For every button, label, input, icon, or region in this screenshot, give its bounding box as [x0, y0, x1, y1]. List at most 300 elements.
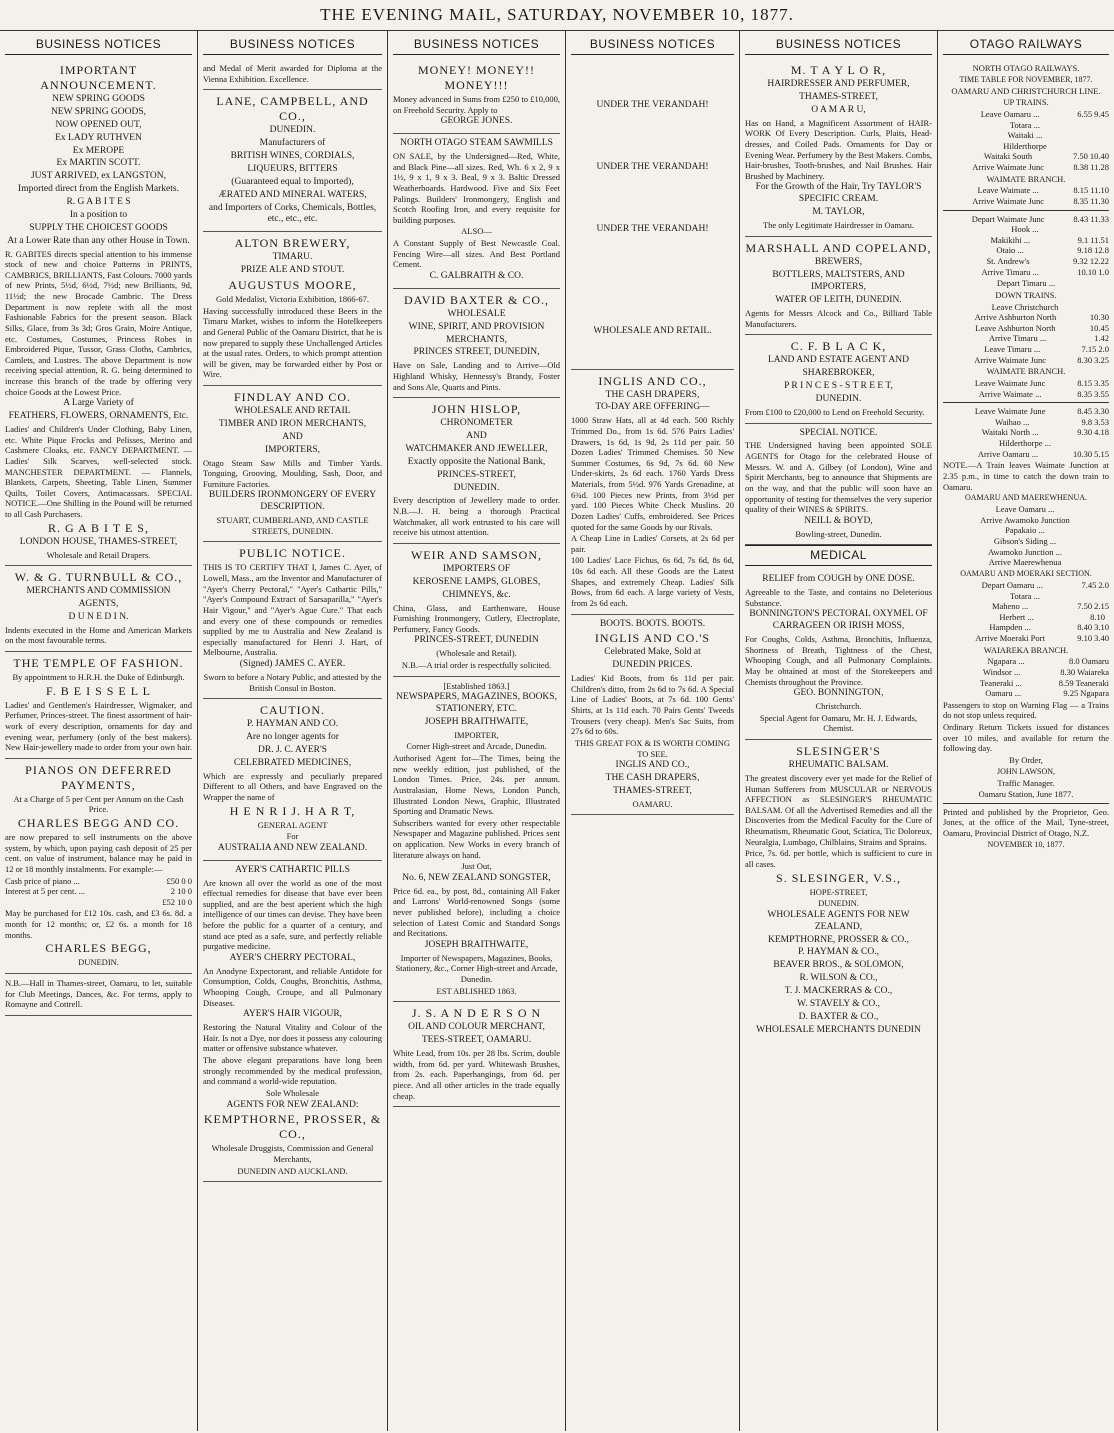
ad-line: WATER OF LEITH, DUNEDIN.	[775, 295, 902, 306]
agent-line: D. BAXTER & CO.,	[798, 1011, 879, 1022]
advert-turnbull	[5, 566, 192, 652]
timetable-cell: Waihao ...	[995, 416, 1030, 427]
timetable-cell: 9.8	[1081, 416, 1093, 427]
ad-established: EST ABLISHED 1863.	[436, 985, 517, 996]
column-header: BUSINESS NOTICES	[745, 37, 932, 55]
advert-marshall	[745, 237, 932, 336]
ad-title: NEWSPAPERS, MAGAZINES, BOOKS, STATIONERY, ETC.	[396, 692, 557, 714]
ad-address: LONDON HOUSE, THAMES-STREET,	[19, 536, 178, 547]
ad-body: Ladies' Kid Boots, from 6s 11d per pair. Children's ditto, from 2s 6d to 7s 6d. A Special Line of Ladies' Boots, at 7s 6d. 100 Gents' Shirts, at 1s 11d each. 70 Pairs Gents' Tweeds Trousers (very cheap). Men's Sac Suits, from 27s 6d to 60s.	[571, 673, 734, 737]
ad-line: BREWERS,	[814, 256, 863, 267]
ad-line: THAMES-STREET,	[799, 91, 878, 102]
ad-title: W. & G. TURNBULL & CO.,	[14, 570, 183, 585]
verandah-line: UNDER THE VERANDAH!	[596, 100, 709, 110]
timetable-row	[943, 557, 1109, 568]
timetable-cell: 7.50	[1073, 151, 1088, 162]
ad-name: AUGUSTUS MOORE,	[228, 278, 357, 292]
timetable-row	[943, 504, 1109, 515]
ad-body: Are known all over the world as one of the most effectual remedies for disease that have ever been supplied, and are the best aperient which the high intelligence of our times can devise. They have been before the public for a quarter of a century, and stand ace pted as a safe, sure, and perfectly reliable purgative medicine.	[203, 877, 382, 952]
ad-line: At a Lower Rate than any other House in Town.	[7, 235, 190, 246]
ad-subtitle: The only Legitimate Hairdresser in Oamaru.	[762, 220, 915, 230]
timetable-row	[943, 312, 1109, 323]
agent-line: BEAVER BROS., & SOLOMON,	[773, 960, 904, 971]
timetable-cell: Waitaki North ...	[981, 427, 1039, 438]
timetable-row	[943, 214, 1109, 225]
timetable-cell: Leave Waimate ...	[977, 185, 1039, 196]
agent-line: KEMPTHORNE, PROSSER & CO.,	[768, 934, 909, 945]
verandah-line: WHOLESALE AND RETAIL.	[593, 325, 712, 336]
ad-line: Ex LADY RUTHVEN	[55, 132, 142, 143]
ad-sign: GEORGE JONES.	[440, 116, 513, 127]
timetable-line: OAMARU AND CHRISTCHURCH LINE.	[951, 85, 1101, 96]
ad-subtitle: THE CASH DRAPERS,	[605, 773, 700, 783]
timetable-cell: Waiareka	[1077, 666, 1109, 677]
timetable-cell: 8.45	[1077, 406, 1093, 417]
ad-title: FINDLAY AND CO.	[233, 390, 352, 404]
ad-body: Ladies' and Children's Under Clothing, Baby Linen, etc. White Pique Frocks and Pelisses, Merino and Cashmere Cloaks, etc. FANCY DEPARTMENT. — Ladies' Silk Scarves, well-selected stock. MANCHESTER DEPARTMENT. — Flannels, Blankets, Carpets, Sheeting, Table Linen, Summer Quilts, Toilet Covers, Antimacassars. SPECIAL NOTICE.—One Shilling in the Pound will be returned to all Cash Purchasers.	[5, 424, 192, 519]
timetable-cell: Arrive Timaru ...	[981, 266, 1039, 277]
timetable-sign: JOHN LAWSON,	[996, 766, 1056, 776]
ad-sign: R. G A B I T E S,	[48, 520, 149, 535]
timetable-cell: Otaio ...	[996, 245, 1024, 256]
ad-just-out: Just Out,	[461, 861, 492, 872]
timetable-cell: Leave Ashburton North	[975, 322, 1056, 333]
ad-line: TIMARU.	[272, 252, 313, 263]
timetable-direction: UP TRAINS.	[1003, 97, 1049, 108]
timetable-row	[943, 344, 1109, 355]
timetable-row	[943, 378, 1109, 389]
timetable-row	[943, 515, 1109, 526]
ad-line: AND	[282, 431, 303, 442]
ad-subtitle: RHEUMATIC BALSAM.	[788, 760, 889, 770]
advert-money	[393, 59, 560, 134]
timetable-cell: 9.18	[1077, 245, 1093, 256]
ad-body: THIS IS TO CERTIFY THAT I, James C. Ayer, of Lowell, Mass., am the Inventor and Manufacturer of "Ayer's Cherry Pectoral," "Ayer's Cathartic Pills," "Ayer's Compound Extract of Sarsaparilla," "Ayer's Hair Vigour," and "Ayer's Ague Cure." That each and every one of these compounds or remedies supplied by me to Australia and New Zealand is especially manufactured for Henri J. Hart, of Melbourne, Australia.	[203, 562, 382, 658]
timetable-cell: Leave Waimate Junc	[974, 377, 1046, 388]
ad-body: China, Glass, and Earthenware, House Furnishing Ironmongery, Cutlery, Electroplate, Perfumery, Fancy Goods.	[393, 602, 560, 634]
ad-subtitle: At a Charge of 5 per Cent per Annum on the Cash Price.	[13, 793, 184, 815]
ad-for: For	[286, 831, 299, 842]
ad-line: A Large Variety of	[63, 398, 134, 409]
ad-line: LAND AND ESTATE AGENT AND	[767, 355, 910, 366]
imprint: Printed and published by the Proprietor, Geo. Jones, at the office of the Mail, Tyne-street, Oamaru, Provincial District of Otago, N.Z.	[943, 806, 1109, 838]
ad-sign: C. GALBRAITH & CO.	[429, 270, 524, 281]
ad-line: NEW SPRING GOODS,	[50, 106, 147, 117]
ad-line: Are no longer agents for	[246, 732, 339, 742]
timetable-cell: 2.0	[1098, 579, 1109, 590]
ad-sole: Sole Wholesale	[266, 1087, 319, 1098]
ad-line: PRINCES STREET, DUNEDIN,	[413, 347, 540, 358]
timetable-note: Ordinary Return Tickets issued for distances over 10 miles, and available for return the following day.	[943, 722, 1109, 754]
masthead: THE EVENING MAIL, SATURDAY, NOVEMBER 10, 1877.	[0, 0, 1114, 31]
ad-line: Imported direct from the English Markets.	[18, 184, 179, 195]
advert-ayers-pills	[203, 861, 382, 1183]
timetable-cell: 10.40	[1089, 151, 1109, 162]
ad-body: 1000 Straw Hats, all at 4d each. 500 Richly Trimmed Do., from 1s 6d. 576 Pairs Ladies' Drawers, 1s 6d, 1s 9d, 2s 11d per pair. 50 Dozen Ladies' Trimmed Chemises. 50 New Summer Costumes, 6s 9d, 7s 6d. 60 New Under-skirts, 2s 6d each. 1760 Yards Dress Materials, from 5½d. 976 Yards Grenadine, at 6¾d. 100 Pieces new Prints, from 3½d per yard. 100 Pieces White Check Muslins. 20 Dozen Ladies' Cuffs, embroidered. See Prices quoted for the same Goods by our Rivals.	[571, 415, 734, 532]
ad-line: PRINCES-STREET,	[437, 469, 516, 480]
timetable-cell: 8.59	[1058, 677, 1074, 688]
timetable-cell: 3.53	[1094, 416, 1109, 427]
column-header: BUSINESS NOTICES	[5, 37, 192, 55]
ad-title: MARSHALL AND COPELAND,	[745, 240, 932, 255]
timetable-cell: Arrive Awamoko Junction	[980, 514, 1070, 525]
ad-line: IMPORTERS OF	[442, 563, 511, 574]
ad-body: R. GABITES directs special attention to his immense stock of new and choice Patterns in PRINTS, CAMBRICS, BRILLIANTS, Fast Colours. 7000 yards of new Prints, 5½d, 6½d, 7½d; new Brilliants, 9d, 11½d; the new Brocade Cambric. The Dress Department is now replete with all the most Fashionable Fabrics for the present season. Black Silks, Glace, from 3s 3d; Gros Grain, Moire Antique, etc. Costumes, Costumes, Princess Robes in Embroidered Pique, Tussor, Grass Cloths, Cambrics, Camlets, and Lustres. The above Department is now receiving special attention, R. G. being determined to increase this branch of the trade by offering very choice Goods at the Lowest Price.	[5, 248, 193, 397]
column-4	[566, 31, 740, 1431]
timetable-row	[943, 688, 1109, 699]
ad-footer: BUILDERS IRONMONGERY OF EVERY DESCRIPTION.	[208, 490, 377, 513]
timetable-row	[943, 224, 1109, 235]
timetable-cell: 12.22	[1089, 256, 1109, 266]
timetable-cell: Leave Timaru ...	[984, 344, 1041, 354]
ad-line: Manufacturers of	[259, 138, 326, 149]
timetable-cell: 9.1	[1077, 234, 1089, 245]
timetable-row	[5, 886, 192, 897]
ad-line: and Importers of Corks, Chemicals, Bottles, etc., etc., etc.	[208, 202, 377, 225]
timetable-cell: Gibson's Siding ...	[993, 536, 1057, 546]
ad-also: ALSO—	[461, 226, 492, 237]
agent-line: W. STAVELY & CO.,	[797, 998, 880, 1009]
ad-line: TIMBER AND IRON MERCHANTS,	[218, 418, 367, 429]
timetable-cell: Interest at 5 per cent. ...	[5, 886, 86, 897]
ad-subtitle: Gold Medalist, Victoria Exhibition, 1866-67.	[215, 294, 370, 304]
ad-line: WINE, SPIRIT, AND PROVISION	[408, 321, 545, 332]
ad-line: THE CASH DRAPERS,	[605, 389, 700, 400]
ad-address: PRINCES-STREET, DUNEDIN	[414, 635, 539, 646]
ad-address: Corner High-street and Arcade, Dunedin.	[406, 741, 547, 752]
column-header: BUSINESS NOTICES	[571, 37, 734, 55]
ad-line: P. HAYMAN AND CO.	[246, 719, 339, 730]
ad-body: Agents for Messrs Alcock and Co., Billiard Table Manufacturers.	[745, 308, 932, 329]
timetable-cell: 8.15	[1073, 185, 1089, 196]
ad-address: HOPE-STREET,	[809, 886, 868, 897]
timetable-row	[943, 355, 1109, 366]
timetable-cell: 8.35	[1073, 195, 1089, 206]
advert-caution	[203, 699, 382, 861]
timetable-direction: DOWN TRAINS.	[995, 289, 1057, 300]
column-3	[388, 31, 566, 1431]
ad-sign: M. TAYLOR,	[812, 207, 865, 218]
timetable-cell: Leave Waimate June	[974, 406, 1046, 417]
timetable-cell: Oamaru	[1081, 656, 1109, 667]
column-6	[938, 31, 1114, 1431]
advert-black	[745, 335, 932, 423]
timetable-cell: Leave Oamaru ...	[995, 504, 1055, 515]
ad-line: MERCHANTS AND COMMISSION	[26, 586, 171, 597]
timetable-row	[943, 667, 1109, 678]
ad-footer: THIS GREAT FOX & IS WORTH COMING TO SEE.	[574, 737, 731, 759]
ad-body: 100 Ladies' Lace Fichus, 6s 6d, 7s 6d, 8s 6d, 10s 6d each. All these Goods are the Latest Shapes, and extremely Cheap. Ladies' Silk Bows, from 6d each. A large variety of Vests, from 2s 6d each.	[571, 555, 734, 608]
ad-line: IMPORTERS,	[264, 444, 321, 455]
timetable-row	[943, 162, 1109, 173]
timetable-cell: 3.40	[1094, 633, 1109, 643]
ad-line: KEROSENE LAMPS, GLOBES,	[412, 576, 541, 587]
ad-subtitle: Importer of Newspapers, Magazines, Books, Stationery, &c., Corner High-street and Arcade, Dunedin.	[395, 952, 558, 984]
advert-slesinger	[745, 740, 932, 1042]
timetable-row	[943, 389, 1109, 400]
agent-line: P. HAYMAN & CO.,	[798, 947, 879, 958]
ad-name: H E N R I J. H A R T,	[229, 803, 356, 818]
ad-title: ALTON BREWERY,	[234, 236, 351, 251]
ad-line: AND	[466, 431, 487, 441]
ad-note: N.B.—A trial order is respectfully solicited.	[401, 659, 552, 670]
timetable-cell: 12.8	[1094, 245, 1109, 256]
timetable-cell: Ngapara ...	[987, 656, 1025, 667]
timetable-row	[943, 591, 1109, 602]
ad-body: A Cheap Line in Ladies' Corsets, at 2s 6d per pair.	[571, 533, 734, 554]
ad-line: NOW OPENED OUT,	[55, 119, 142, 130]
ad-agent: Special Agent for Oamaru, Mr. H. J. Edwards, Chemist.	[759, 712, 918, 734]
ad-line: JUST ARRIVED, ex LANGSTON,	[30, 171, 167, 182]
ad-body: For Coughs, Colds, Asthma, Bronchitis, Influenza, Shortness of Breath, Tightness of the Chest, Whooping Cough, and all Pulmonary Complaints. May be obtained at most of the Storekeepers and Chemists throughout the Province.	[745, 634, 932, 687]
timetable-row	[943, 185, 1109, 196]
ad-title: INGLIS AND CO.,	[598, 373, 707, 388]
timetable-row	[943, 151, 1109, 162]
ad-title: SLESINGER'S	[796, 744, 881, 758]
ad-body: May be purchased for £12 10s. cash, and £3 6s. 8d. a month for 12 months; or, £2 6s. a month for 18 months.	[5, 908, 192, 940]
timetable-cell: 7.50	[1077, 601, 1093, 612]
ad-body: N.B.—Hall in Thames-street, Oamaru, to let, suitable for Club Meetings, Dances, &c. For terms, apply to Romayne and Cottrell.	[5, 977, 192, 1010]
timetable-note: NOTE.—A Train leaves Waimate Junction at 2.35 p.m., in time to catch the down train to Oamaru.	[943, 460, 1109, 492]
ad-line: WHOLESALE	[447, 308, 506, 319]
timetable-by: By Order,	[1009, 754, 1043, 765]
ad-address: THAMES-STREET,	[613, 785, 692, 796]
timetable-cell: Teaneraki ...	[979, 677, 1022, 688]
timetable-cell: Cash price of piano ...	[5, 875, 80, 886]
ad-line: R. G A B I T E S	[66, 197, 131, 207]
ad-body: and Medal of Merit awarded for Diploma at the Vienna Exhibition. Excellence.	[203, 63, 382, 84]
ad-line: Exactly opposite the National Bank,	[407, 456, 546, 467]
timetable-cell: 3.10	[1094, 622, 1109, 633]
ad-title: PUBLIC NOTICE.	[239, 546, 346, 561]
timetable-cell: Depart Waimate Junc	[971, 213, 1045, 224]
timetable-cell: 1.0	[1098, 266, 1109, 277]
timetable-cell: 7.45	[1081, 579, 1097, 590]
ad-sign: S. SLESINGER, V.S.,	[776, 870, 901, 885]
ad-line: SUPPLY THE CHOICEST GOODS	[29, 222, 168, 233]
timetable-cell: Ngapara	[1080, 688, 1109, 699]
advert-diploma	[203, 59, 382, 90]
agent-line: T. J. MACKERRAS & CO.,	[784, 986, 893, 996]
timetable-cell: Arrive Ashburton North	[974, 312, 1057, 323]
timetable-cell: 8.38	[1073, 162, 1089, 172]
timetable-cell: 10.30	[1089, 312, 1109, 323]
timetable-cell: £52 10 0	[162, 896, 192, 907]
ad-region: AUSTRALIA AND NEW ZEALAND.	[217, 842, 368, 853]
ad-name: BONNINGTON'S PECTORAL OXYMEL OF CARRAGEEN OR IRISH MOSS,	[749, 609, 928, 632]
timetable-row	[943, 130, 1109, 141]
timetable-cell: Hilderthorpe ...	[999, 438, 1051, 448]
timetable-row	[943, 235, 1109, 246]
ad-title: JOHN HISLOP,	[431, 402, 522, 417]
timetable-cell: Arrive Waimate ...	[978, 388, 1042, 399]
advert-begg	[5, 759, 192, 974]
ad-city: Christchurch.	[815, 701, 862, 712]
timetable-cell: 6.55	[1077, 108, 1093, 119]
timetable-cell: Totara ...	[1009, 119, 1041, 130]
ad-line: P R I N C E S - S T R E E T,	[784, 381, 893, 392]
advert-verandah	[571, 59, 734, 370]
ad-body: The above elegant preparations have long been strongly recommended by the medical profession, and command a world-wide reputation.	[203, 1055, 382, 1087]
timetable-station: Oamaru Station, June 1877.	[978, 789, 1074, 800]
timetable-cell: Totara ...	[1009, 590, 1041, 601]
timetable-row	[943, 417, 1109, 428]
timetable-cell: Leave Oamaru ...	[980, 108, 1040, 119]
timetable-cell: St. Andrew's	[986, 256, 1030, 266]
timetable-cell: Teaneraki	[1075, 677, 1109, 688]
ad-body: Which are expressly and peculiarly prepared Different to all Others, and have Engraved on the Wrapper the name of	[203, 770, 382, 802]
ad-name: JOSEPH BRAITHWAITE,	[424, 716, 529, 727]
timetable-cell: 2.15	[1094, 601, 1109, 612]
advert-lane-campbell	[203, 90, 382, 232]
advert-baxter	[393, 289, 560, 398]
timetable-cell: Arrive Moeraki Port	[975, 633, 1045, 643]
ad-city: DUNEDIN.	[78, 957, 119, 968]
timetable-row	[943, 267, 1109, 278]
ad-role: GENERAL AGENT	[257, 819, 328, 830]
ad-sign: NEILL & BOYD,	[804, 515, 873, 526]
timetable-cell: 1.42	[1094, 333, 1109, 344]
column-header: BUSINESS NOTICES	[393, 37, 560, 55]
ad-subtitle: By appointment to H.R.H. the Duke of Edinburgh.	[12, 672, 185, 682]
timetable-cell: Arrive Waimate Junc	[974, 354, 1047, 365]
ad-line: WATCHMAKER AND JEWELLER,	[405, 443, 548, 454]
timetable-row	[943, 196, 1109, 207]
timetable-cell: Hilderthorpe	[1003, 140, 1047, 151]
ad-title: C. F. B L A C K,	[790, 339, 887, 354]
timetable-cell: 3.30	[1094, 406, 1109, 417]
timetable-branch: WAIAREKA BRANCH.	[983, 644, 1069, 655]
timetable-row	[943, 438, 1109, 449]
ad-title: J. S. A N D E R S O N	[411, 1006, 542, 1021]
timetable-cell: 3.55	[1094, 388, 1109, 399]
timetable-cell: 9.45	[1094, 108, 1109, 119]
timetable-cell: 7.15	[1081, 344, 1097, 354]
ad-sign: JOSEPH BRAITHWAITE,	[424, 939, 529, 950]
ad-body: are now prepared to sell instruments on the above system, by which, upon paying cash deposit of 25 per cent. on value of instrument, balance may be paid in 12 or 18 monthly instalments. For example:—	[5, 832, 192, 874]
ad-line: CHIMNEYS, &c.	[442, 589, 511, 600]
ad-line: AGENTS,	[78, 599, 119, 609]
timetable-cell: 8.40	[1077, 622, 1093, 633]
timetable-cell: Awamoko Junction ...	[987, 546, 1063, 557]
advert-sawmills	[393, 134, 560, 289]
ad-city: DUNEDIN AND AUCKLAND.	[237, 1165, 348, 1176]
ad-line: SHAREBROKER,	[802, 368, 875, 379]
ad-line: O A M A R U,	[811, 104, 866, 115]
timetable-row	[943, 333, 1109, 344]
ad-title: M. T A Y L O R,	[790, 63, 887, 77]
ad-title: DAVID BAXTER & CO.,	[403, 292, 550, 307]
timetable-cell: 9.25	[1063, 688, 1079, 699]
ad-title: THE TEMPLE OF FASHION.	[13, 656, 184, 670]
timetable-cell: Arrive Waimate Junc	[972, 195, 1045, 206]
verandah-line: UNDER THE VERANDAH!	[596, 161, 709, 172]
timetable-cell: 2 10 0	[170, 886, 192, 897]
timetable-cell: Papakaio ...	[1005, 525, 1045, 536]
ad-title: IMPORTANT ANNOUNCEMENT.	[40, 63, 157, 92]
ad-line: BRITISH WINES, CORDIALS,	[230, 151, 355, 161]
timetable-cell: 10.45	[1089, 322, 1109, 333]
railway-timetable	[943, 59, 1109, 855]
medical-header: MEDICAL	[745, 545, 932, 566]
advert-special-notice	[745, 424, 932, 546]
ad-body: Indents executed in the Home and American Markets on the most favourable terms.	[5, 624, 192, 646]
timetable-row	[943, 612, 1109, 623]
ad-body: Having successfully introduced these Beers in the Timaru Market, wishes to inform the Hotelkeepers and General Public of the Oamaru District, that he is now prepared to supply these Unchallenged Articles at the usual rates. Orders, to which prompt attention will be given, may be forwarded either by Post or Wire.	[203, 305, 382, 380]
ad-body: Authorised Agent for—The Times, being the new weekly edition, just published, of the London Times. Price, 24s. per annum. Australasian, Home News, London Punch, Illustrated London News, Graphic, Illustrated Sporting and Dramatic News.	[393, 753, 560, 817]
ad-line: ÆRATED AND MINERAL WATERS,	[218, 189, 367, 200]
timetable-cell: Windsor ...	[982, 666, 1021, 677]
ad-title: AYER'S CATHARTIC PILLS	[235, 864, 350, 875]
ad-line: D U N E D I N.	[68, 611, 129, 622]
advert-alton-brewery	[203, 232, 382, 386]
timetable-cell: 9.30	[1077, 427, 1093, 438]
column-2	[198, 31, 388, 1431]
ad-body: White Lead, from 10s. per 28 lbs. Scrim, double width, from 6d. per yard. Whitewash Brushes, from 2s. each. Paperhangings, from 6d. per piece. And all other articles in the trade equally cheap.	[393, 1048, 560, 1101]
ad-line: (Guaranteed equal to Imported),	[231, 176, 354, 187]
ad-subtitle: Bowling-street, Dunedin.	[795, 528, 882, 539]
timetable-cell: 9.32	[1073, 256, 1088, 266]
ad-line: FEATHERS, FLOWERS, ORNAMENTS, Etc.	[8, 411, 189, 422]
ad-title: LANE, CAMPBELL, AND CO.,	[216, 94, 369, 124]
timetable-row	[943, 245, 1109, 256]
ad-name: F. B E I S S E L L	[46, 683, 151, 698]
ad-title: PIANOS ON DEFERRED PAYMENTS,	[25, 762, 172, 792]
ad-line: WHOLESALE AND RETAIL	[234, 406, 351, 416]
timetable-cell: 8.35	[1077, 388, 1093, 399]
ad-title: BOOTS. BOOTS. BOOTS.	[599, 618, 706, 629]
timetable-row	[943, 302, 1109, 313]
timetable-branch: WAIMATE BRANCH.	[986, 366, 1066, 377]
timetable-row	[943, 580, 1109, 591]
agent-line: R. WILSON & CO.,	[799, 973, 878, 984]
ad-line: TEES-STREET, OAMARU.	[421, 1035, 532, 1046]
timetable-role: Traffic Manager.	[997, 777, 1055, 788]
ad-line: HAIRDRESSER AND PERFUMER,	[767, 79, 910, 89]
timetable-cell: 5.15	[1094, 448, 1109, 459]
timetable-cell: 8.15	[1077, 377, 1093, 388]
timetable-cell: Waitaki South	[983, 151, 1033, 162]
ad-body: Subscribers wanted for every other respectable Newspaper and Magazine published. Prices sent on application. New Works in every branch of literature always on hand.	[393, 817, 560, 860]
ad-footer: For the Growth of the Hair, Try TAYLOR'S SPECIFIC CREAM.	[755, 182, 922, 205]
timetable-row	[943, 633, 1109, 644]
ad-body: Ladies' and Gentlemen's Hairdresser, Wigmaker, and Perfumer, Princes-street. The finest assortment of hair-work of every description, ornaments for day and evening wear, perfumery (only of the best makers). New Hair-jewellery made to order from your own hair.	[5, 699, 192, 753]
timetable-row	[943, 547, 1109, 558]
ad-address: (Wholesale and Retail).	[436, 648, 517, 659]
timetable-cell: Waitaki ...	[1007, 130, 1043, 141]
timetable-row	[943, 536, 1109, 547]
column-header: BUSINESS NOTICES	[203, 37, 382, 55]
ad-city: DUNEDIN.	[818, 898, 859, 909]
timetable-row	[943, 256, 1109, 267]
ad-address: STUART, CUMBERLAND, AND CASTLE STREETS, DUNEDIN.	[216, 515, 369, 536]
ad-line: CHRONOMETER	[440, 418, 513, 429]
ad-sign: CHARLES BEGG,	[45, 941, 152, 956]
ad-line: Ex MEROPE	[72, 145, 125, 156]
ad-line: MERCHANTS,	[446, 334, 507, 345]
timetable-cell: 11.30	[1090, 195, 1109, 206]
ad-body: ON SALE, by the Undersigned—Red, White, and Black Pine—all sizes. Red, Wh. 6 x 2, 9 x 1½, 9 x 1, 9 x 3. Beal, 9 x 3. Baltic Dressed Weatherboards. Hardwood. Five and Six Feet Palings. Builders' Ironmongery, English and Scotch Roofing Iron, and every requisite for building purposes.	[393, 151, 560, 225]
timetable-cell: 8.0	[1068, 656, 1080, 667]
ad-name: CHARLES BEGG AND CO.	[17, 816, 180, 830]
ad-title: CAUTION.	[260, 703, 325, 718]
ad-body: Agreeable to the Taste, and contains no Deleterious Substance.	[745, 587, 932, 608]
timetable-cell: 2.0	[1098, 344, 1109, 354]
ad-body: Restoring the Natural Vitality and Colour of the Hair. Is not a Dye, nor does it possess any colouring matter or offensive substance whatever.	[203, 1022, 382, 1054]
ad-body: Has on Hand, a Magnificent Assortment of HAIR-WORK Of Every Description. Curls, Plaits, Head-dresses, and Coiled Pads. Ornaments for Day or Evening Wear. Perfumery by the Best Makers. Combs, Hair-brushes, Tooth-brushes, and Nail Brushes. Hair Brushed by Machinery.	[745, 117, 932, 181]
timetable-cell: 10.10	[1077, 266, 1097, 277]
timetable-row	[5, 876, 192, 887]
